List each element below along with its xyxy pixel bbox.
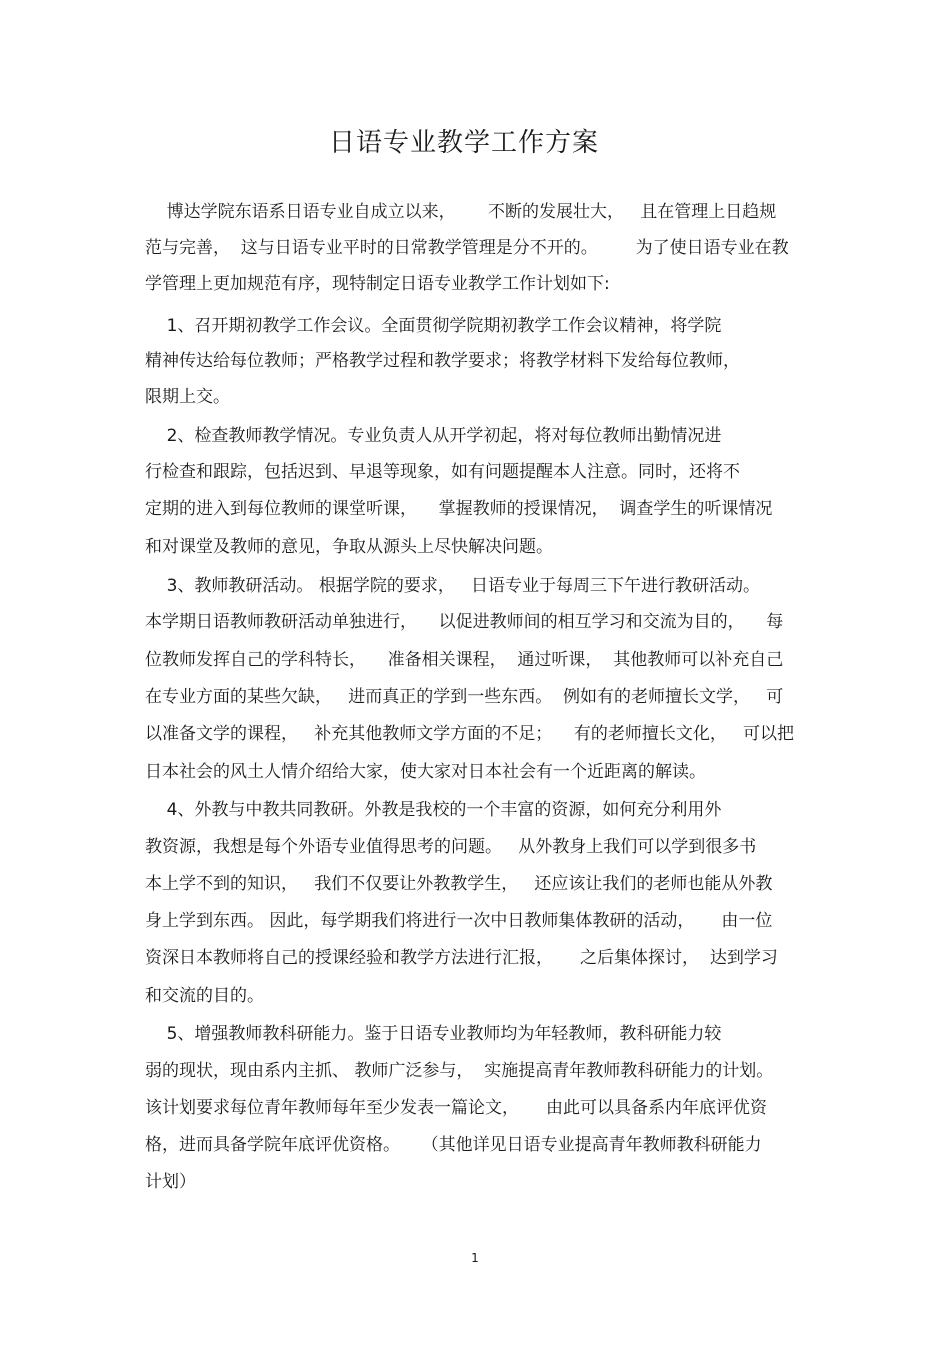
- body-line: 弱的现状，现由系内主抓、 教师广泛参与， 实施提高青年教师教科研能力的计划。: [145, 1061, 774, 1081]
- body-line: 资深日本教师将自己的授课经验和教学方法进行汇报， 之后集体探讨， 达到学习: [145, 948, 778, 968]
- body-line: 精神传达给每位教师；严格教学过程和教学要求；将教学材料下发给每位教师，: [145, 351, 740, 371]
- body-line: 和对课堂及教师的意见，争取从源头上尽快解决问题。: [145, 537, 553, 557]
- body-line: 限期上交。: [145, 387, 230, 407]
- body-line: 博达学院东语系日语专业自成立以来， 不断的发展壮大， 且在管理上日趋规: [145, 202, 777, 222]
- body-line: 位教师发挥自己的学科特长， 准备相关课程， 通过听课， 其他教师可以补充自己: [145, 650, 784, 670]
- body-line: 该计划要求每位青年教师每年至少发表一篇论文， 由此可以具备系内年底评优资: [145, 1098, 768, 1118]
- body-line: 定期的进入到每位教师的课堂听课， 掌握教师的授课情况， 调查学生的听课情况: [145, 499, 773, 519]
- body-line: 在专业方面的某些欠缺， 进而真正的学到一些东西。 例如有的老师擅长文学， 可: [145, 687, 784, 707]
- body-line: 3、教师教研活动。 根据学院的要求， 日语专业于每周三下午进行教研活动。: [145, 576, 761, 596]
- body-line: 2、检查教师教学情况。专业负责人从开学初起，将对每位教师出勤情况进: [145, 426, 722, 446]
- body-line: 行检查和跟踪，包括迟到、早退等现象，如有问题提醒本人注意。同时，还将不: [145, 462, 740, 482]
- body-line: 5、增强教师教科研能力。鉴于日语专业教师均为年轻教师，教科研能力较: [145, 1024, 722, 1044]
- body-line: 格，进而具备学院年底评优资格。 （其他详见日语专业提高青年教师教科研能力: [145, 1135, 762, 1155]
- body-line: 以准备文学的课程， 补充其他教师文学方面的不足； 有的老师擅长文化， 可以把: [145, 724, 795, 744]
- body-line: 日本社会的风土人情介绍给大家，使大家对日本社会有一个近距离的解读。: [145, 762, 706, 782]
- page-number: 1: [471, 1251, 479, 1265]
- body-line: 身上学到东西。 因此，每学期我们将进行一次中日教师集体教研的活动， 由一位: [145, 911, 773, 931]
- body-line: 1、召开期初教学工作会议。全面贯彻学院期初教学工作会议精神，将学院: [145, 316, 722, 336]
- body-line: 教资源，我想是每个外语专业值得思考的问题。 从外教身上我们可以学到很多书: [145, 837, 757, 857]
- body-line: 本学期日语教师教研活动单独进行， 以促进教师间的相互学习和交流为目的， 每: [145, 612, 784, 632]
- body-line: 4、外教与中教共同教研。外教是我校的一个丰富的资源，如何充分利用外: [145, 800, 722, 820]
- body-line: 学管理上更加规范有序，现特制定日语专业教学工作计划如下:: [145, 274, 610, 294]
- document-title: 日语专业教学工作方案: [328, 128, 599, 158]
- body-line: 计划）: [145, 1172, 196, 1192]
- body-line: 本上学不到的知识， 我们不仅要让外教教学生， 还应该让我们的老师也能从外教: [145, 874, 773, 894]
- body-line: 范与完善， 这与日语专业平时的日常教学管理是分不开的。 为了使日语专业在教: [145, 238, 789, 258]
- body-line: 和交流的目的。: [145, 986, 264, 1006]
